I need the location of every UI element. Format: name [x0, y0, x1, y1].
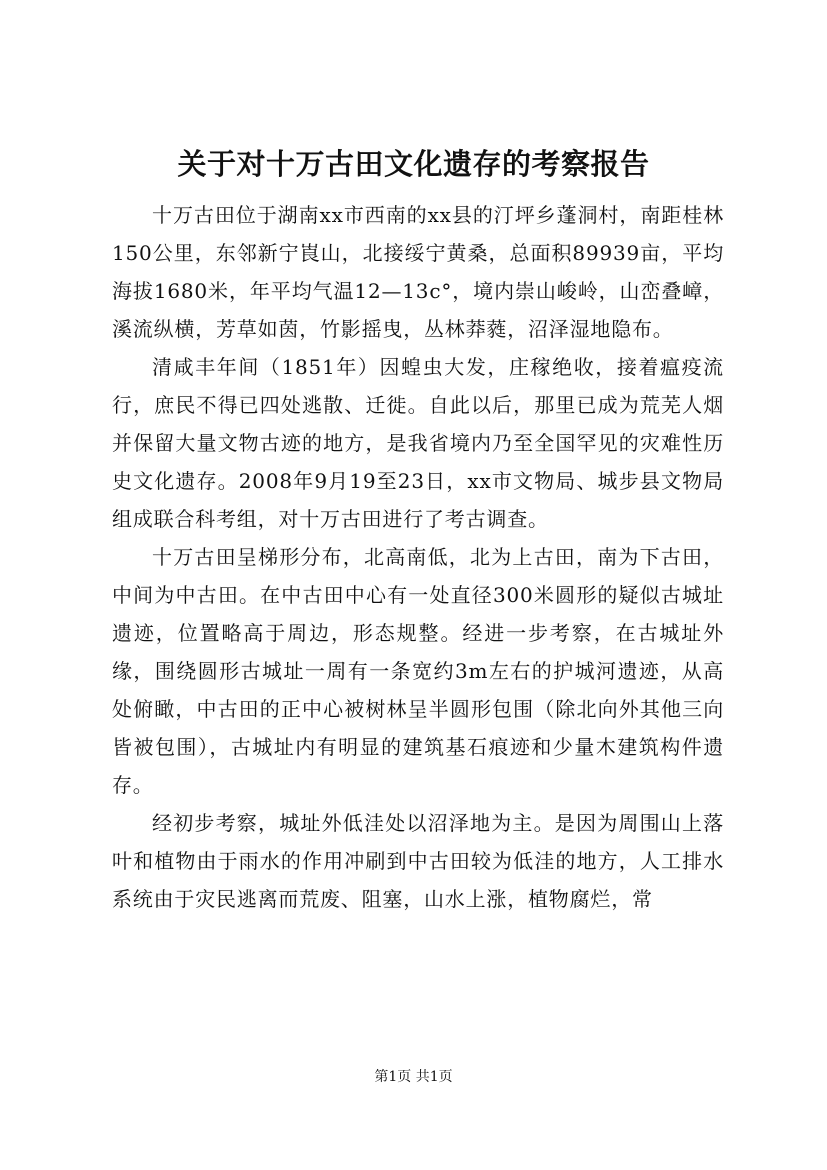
document-title: 关于对十万古田文化遗存的考察报告: [177, 147, 650, 181]
document-body: [112, 196, 724, 918]
paragraph-history: 清咸丰年间（1851年）因蝗虫大发，庄稼绝收，接着瘟疫流行，庶民不得已四处逃散、迁徙。自此以后，那里已成为荒芜人烟并保留大量文物古迹的地方，是我省境内乃至全国罕见的灾难性历史文化遗存。2008年9月19至23日，xx市文物局、城步县文物局组成联合科考组，对十万古田进行了考古调查。: [112, 355, 724, 531]
page-footer: 第1页 共1页: [374, 1069, 453, 1085]
paragraph-survey: 经初步考察，城址外低洼处以沼泽地为主。是因为周围山上落叶和植物由于雨水的作用冲刷到中古田较为低洼的地方，人工排水系统由于灾民逃离而荒废、阻塞，山水上涨，植物腐烂，常: [112, 811, 724, 911]
paragraph-location: 十万古田位于湖南xx市西南的xx县的汀坪乡蓬洞村，南距桂林150公里，东邻新宁崀山，北接绥宁黄桑，总面积89939亩，平均海拔1680米，年平均气温12—13c°，境内崇山峻岭，山峦叠嶂，溪流纵横，芳草如茵，竹影摇曳，丛林莽蕤，沼泽湿地隐布。: [112, 203, 724, 341]
paragraph-layout: 十万古田呈梯形分布，北高南低，北为上古田，南为下古田，中间为中古田。在中古田中心有一处直径300米圆形的疑似古城址遗迹，位置略高于周边，形态规整。经进一步考察，在古城址外缘，围绕圆形古城址一周有一条宽约3m左右的护城河遗迹，从高处俯瞰，中古田的正中心被树林呈半圆形包围（除北向外其他三向皆被包围），古城址内有明显的建筑基石痕迹和少量木建筑构件遗存。: [112, 545, 724, 797]
